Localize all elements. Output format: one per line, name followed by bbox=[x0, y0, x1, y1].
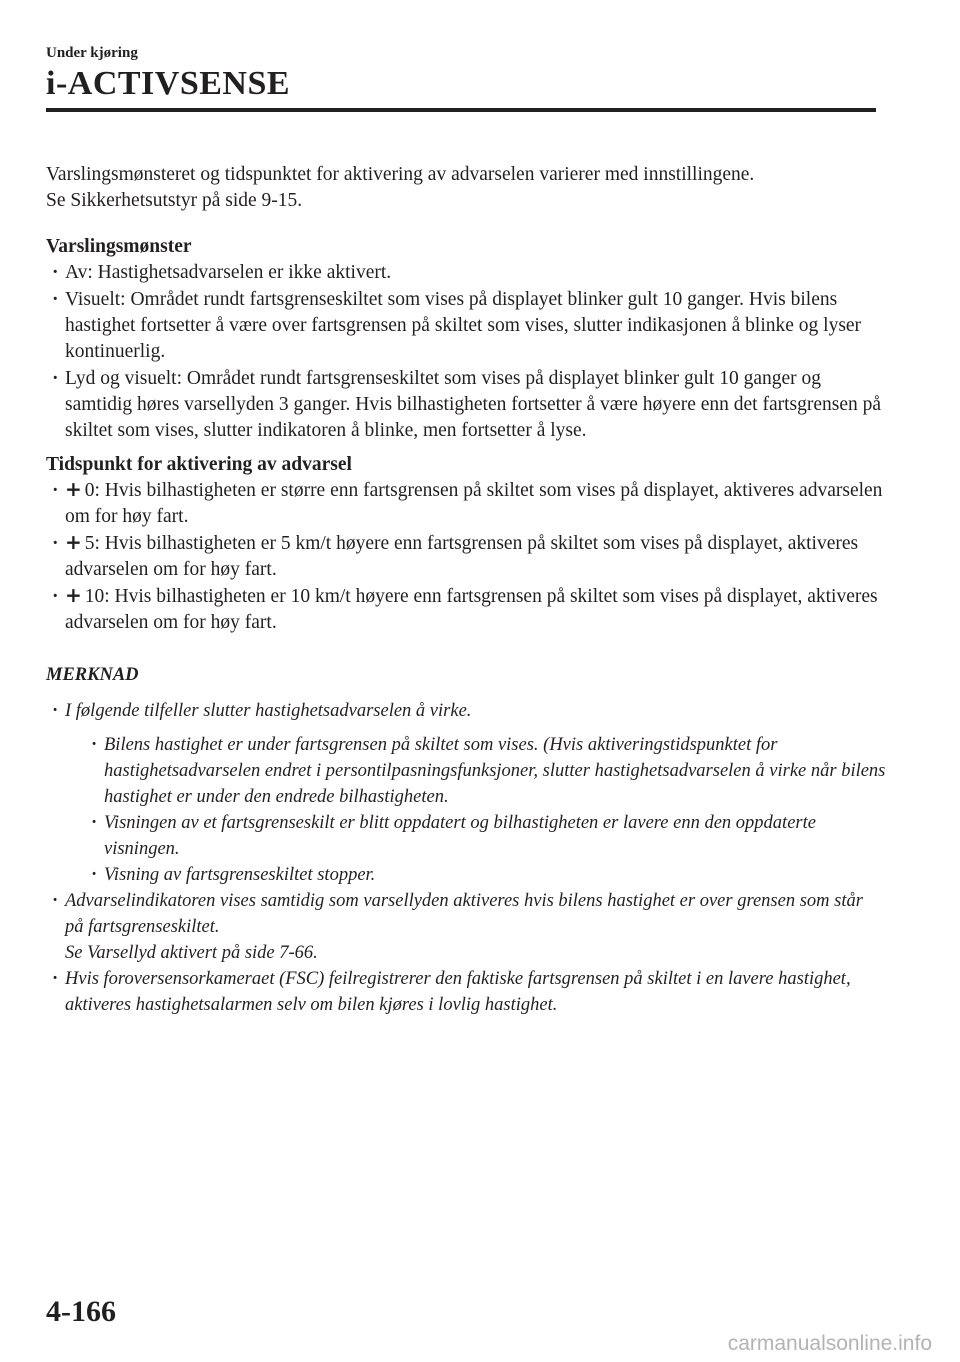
list-item-text: 10: Hvis bilhastigheten er 10 km/t høyere enn fartsgrensen på skiltet som vises på displayet, aktiveres advarselen om for høy fart. bbox=[65, 586, 878, 633]
list-item-text: Hvis foroversensorkameraet (FSC) feilregistrerer den faktiske fartsgrensen på skiltet i en lavere hastighet, aktiveres hastighetsalarmen selv om bilen kjøres i lovlig hastighet. bbox=[65, 969, 851, 1015]
watermark: carmanualsonline.info bbox=[727, 1332, 932, 1355]
plus-icon: + bbox=[65, 477, 82, 501]
bullet-icon: · bbox=[52, 262, 59, 283]
list-item bbox=[46, 478, 886, 530]
bullet-icon: · bbox=[52, 701, 59, 721]
header-rule bbox=[46, 108, 876, 112]
list-item bbox=[46, 531, 886, 583]
bullet-icon: · bbox=[52, 533, 59, 554]
intro-paragraph bbox=[46, 162, 886, 214]
list-item-text: 5: Hvis bilhastigheten er 5 km/t høyere enn fartsgrensen på skiltet som vises på displayet, aktiveres advarselen om for høy fart. bbox=[65, 533, 859, 580]
plus-icon: + bbox=[65, 530, 82, 554]
chapter-title: i-ACTIVSENSE bbox=[46, 65, 291, 102]
list-item bbox=[46, 366, 886, 444]
main-content bbox=[46, 162, 886, 1018]
note-list bbox=[46, 698, 886, 1018]
bullet-icon: · bbox=[52, 969, 59, 989]
intro-reference: Se Sikkerhetsutstyr på side 9-15. bbox=[46, 190, 303, 211]
page-number: 4-166 bbox=[46, 1295, 116, 1328]
list-item-text: Visningen av et fartsgrenseskilt er blitt oppdatert og bilhastigheten er lavere enn den oppdaterte visningen. bbox=[104, 813, 816, 859]
plus-icon: + bbox=[65, 583, 82, 607]
list-item bbox=[46, 888, 886, 966]
list-item bbox=[46, 287, 886, 365]
list-item bbox=[46, 966, 886, 1018]
list-item-text: I følgende tilfeller slutter hastighetsadvarselen å virke. bbox=[65, 701, 472, 721]
list-item bbox=[85, 732, 886, 810]
list-item-text: Bilens hastighet er under fartsgrensen på skiltet som vises. (Hvis aktiveringstidspunktet for hastighetsadvarselen endret i persontilpasningsfunksjoner, slutter hastighetsadvarselen å virke når bilens hastighet er under den endrede bilhastigheten. bbox=[104, 735, 886, 807]
pattern-list bbox=[46, 260, 886, 444]
bullet-icon: · bbox=[52, 368, 59, 389]
bullet-icon: · bbox=[91, 735, 98, 755]
page-header bbox=[46, 44, 876, 104]
list-item bbox=[46, 698, 886, 888]
note-title: MERKNAD bbox=[46, 665, 139, 685]
bullet-icon: · bbox=[91, 813, 98, 833]
bullet-icon: · bbox=[52, 289, 59, 310]
list-item-text: Visning av fartsgrenseskiltet stopper. bbox=[104, 865, 376, 885]
pattern-heading: Varslingsmønster bbox=[46, 236, 192, 257]
section-label: Under kjøring bbox=[46, 45, 138, 61]
list-item bbox=[46, 584, 886, 636]
list-item-text: Av: Hastighetsadvarselen er ikke aktivert. bbox=[65, 262, 392, 283]
list-item-text: 0: Hvis bilhastigheten er større enn fartsgrensen på skiltet som vises på displayet, aktiveres advarselen om for høy fart. bbox=[65, 480, 883, 527]
timing-heading: Tidspunkt for aktivering av advarsel bbox=[46, 454, 352, 475]
bullet-icon: · bbox=[91, 865, 98, 885]
note-reference: Se Varsellyd aktivert på side 7-66. bbox=[65, 943, 318, 963]
timing-list bbox=[46, 478, 886, 636]
bullet-icon: · bbox=[52, 586, 59, 607]
list-item bbox=[46, 260, 886, 286]
list-item-text: Lyd og visuelt: Området rundt fartsgrenseskiltet som vises på displayet blinker gult 10 ganger og samtidig høres varsellyden 3 ganger. Hvis bilhastigheten fortsetter å være høyere enn det fartsgrensen på skiltet som vises, slutter indikatoren å blinke, men fortsetter å lyse. bbox=[65, 368, 882, 441]
list-item bbox=[85, 862, 886, 888]
note-sublist bbox=[85, 732, 886, 888]
bullet-icon: · bbox=[52, 480, 59, 501]
list-item bbox=[85, 810, 886, 862]
intro-line-1: Varslingsmønsteret og tidspunktet for aktivering av advarselen varierer med innstillingene. bbox=[46, 164, 755, 185]
list-item-text: Advarselindikatoren vises samtidig som varsellyden aktiveres hvis bilens hastighet er over grensen som står på fartsgrenseskiltet. bbox=[65, 891, 863, 937]
bullet-icon: · bbox=[52, 891, 59, 911]
note-section bbox=[46, 662, 886, 1018]
list-item-text: Visuelt: Området rundt fartsgrenseskiltet som vises på displayet blinker gult 10 ganger. Hvis bilens hastighet fortsetter å være over fartsgrensen på skiltet som vises, slutter indikasjonen å blinke og lyser kontinuerlig. bbox=[65, 289, 862, 362]
